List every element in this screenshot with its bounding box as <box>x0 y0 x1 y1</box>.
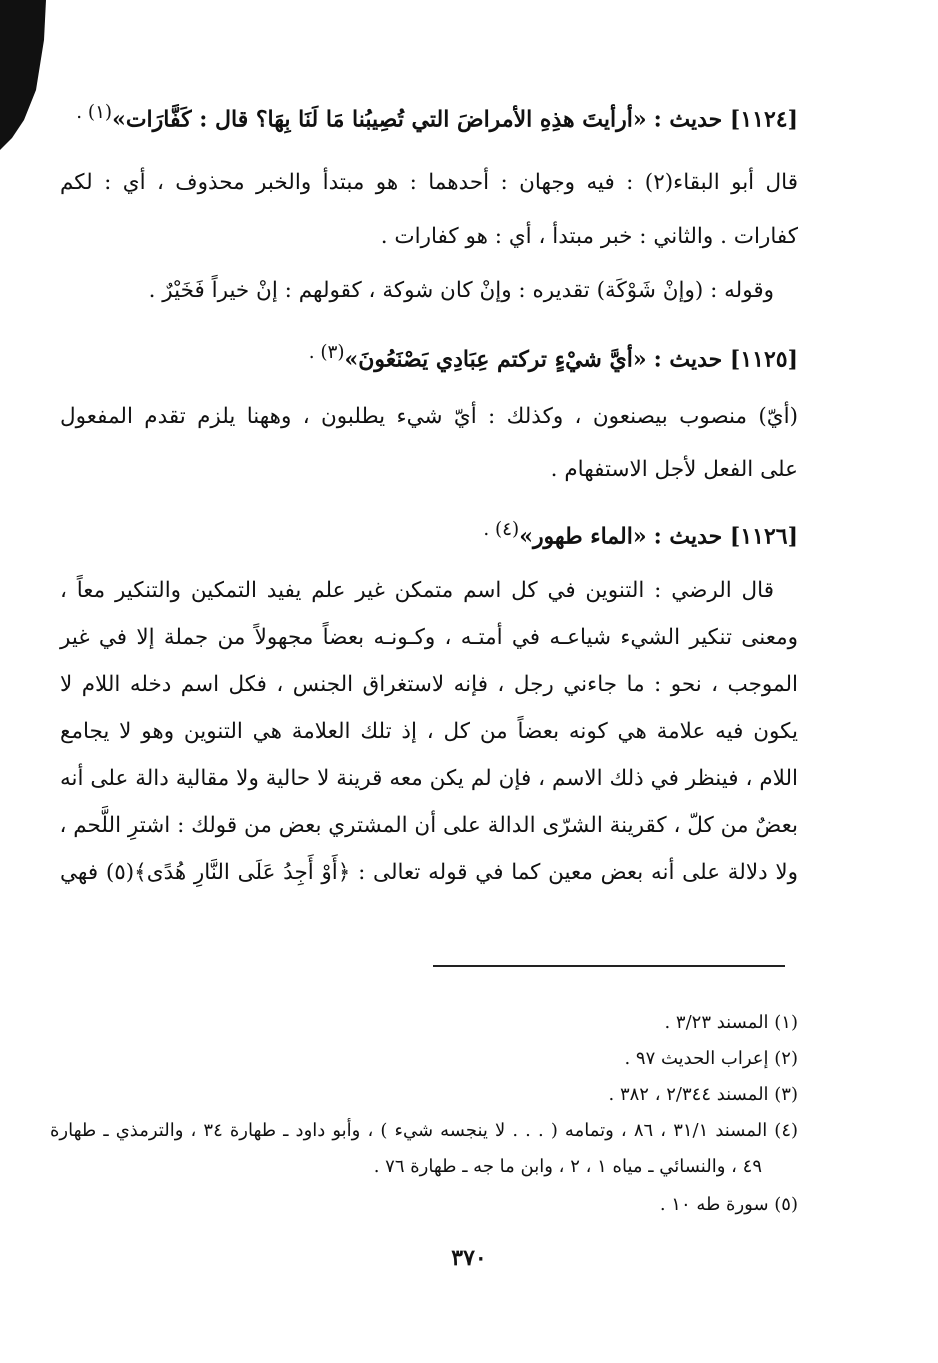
footnote-ref: (٣) . <box>308 342 345 363</box>
scan-edge-mark <box>0 0 46 150</box>
hadith-1125 <box>309 338 798 375</box>
footnote-4: (٤) المسند ٣١/١ ، ٨٦ ، وتمامه ( . . . لا ينجسه شيء ) ، وأبو داود ـ طهارة ٣٤ ، والترمذي ـ طهارة <box>50 1120 799 1141</box>
footnote-1: (١) المسند ٣/٢٣ . <box>664 1012 798 1033</box>
footnote-3: (٣) المسند ٢/٣٤٤ ، ٣٨٢ . <box>608 1084 798 1105</box>
footnote-separator <box>433 965 785 967</box>
hadith-text: «أيَّ شيْءٍ تركتم عِبَادِي يَصْنَعُونَ» <box>344 346 647 373</box>
paragraph-line: (أيّ) منصوب بيصنعون ، وكذلك : أيّ شيء يطلبون ، وههنا يلزم تقدم المفعول <box>60 404 798 429</box>
paragraph-line: الموجب ، نحو : ما جاءني رجل ، فإنه لاستغراق الجنس ، فكل اسم دخله اللام لا <box>60 672 798 697</box>
paragraph-line: على الفعل لأجل الاستفهام . <box>550 457 798 482</box>
hadith-1124 <box>76 98 798 135</box>
paragraph-line: كفارات . والثاني : خبر مبتدأ ، أي : هو كفارات . <box>380 224 798 249</box>
paragraph-line: ومعنى تنكير الشيء شياعـه في أمتـه ، وكـونـه بعضاً مجهولاً من جملة إلا في غير <box>60 625 798 650</box>
page-number: ٣٧٠ <box>451 1245 487 1271</box>
hadith-text: «أرأيتَ هذِهِ الأمراضَ التي تُصِيبُنا مَا لَنَا بِهَا؟ قال : كَفَّارَات» <box>112 106 647 133</box>
hadith-number: [١١٢٥] حديث : <box>653 346 798 373</box>
paragraph-line: بعضٌ من كلّ ، كقرينة الشرّى الدالة على أن المشتري بعض من قولك : اشترِ اللَّحم ، <box>59 813 798 838</box>
hadith-number: [١١٢٤] حديث : <box>653 106 798 133</box>
footnote-2: (٢) إعراب الحديث ٩٧ . <box>624 1048 798 1069</box>
hadith-text: «الماء طهور» <box>519 523 647 550</box>
footnote-5: (٥) سورة طه ١٠ . <box>659 1194 798 1215</box>
footnote-ref: (١) . <box>76 102 113 123</box>
footnote-ref: (٤) . <box>483 519 520 540</box>
footnote-4-continuation: ٤٩ ، والنسائي ـ مياه ١ ، ٢ ، وابن ما جه ـ طهارة ٧٦ . <box>373 1156 762 1177</box>
hadith-1126 <box>483 515 798 552</box>
hadith-number: [١١٢٦] حديث : <box>653 523 798 550</box>
paragraph-line: قال الرضي : التنوين في كل اسم متمكن غير علم يفيد التمكين والتنكير معاً ، <box>60 578 774 603</box>
paragraph-line: وقوله : (وإنْ شَوْكَة) تقديره : وإنْ كان شوكة ، كقولهم : إنْ خيراً فَخَيْرٌ . <box>148 278 774 303</box>
paragraph-line: اللام ، فينظر في ذلك الاسم ، فإن لم يكن معه قرينة لا حالية ولا مقالية دالة على أنه <box>60 766 798 791</box>
paragraph-line: قال أبو البقاء(٢) : فيه وجهان : أحدهما : هو مبتدأ والخبر محذوف ، أي : لكم <box>60 170 798 195</box>
paragraph-line: يكون فيه علامة هي كونه بعضاً من كل ، إذ تلك العلامة هي التنوين وهو لا يجامع <box>60 719 798 744</box>
paragraph-line: ولا دلالة على أنه بعض معين كما في قوله تعالى : ﴿أَوْ أَجِدُ عَلَى النَّارِ هُدًى﴾(٥) فهي <box>60 860 799 885</box>
